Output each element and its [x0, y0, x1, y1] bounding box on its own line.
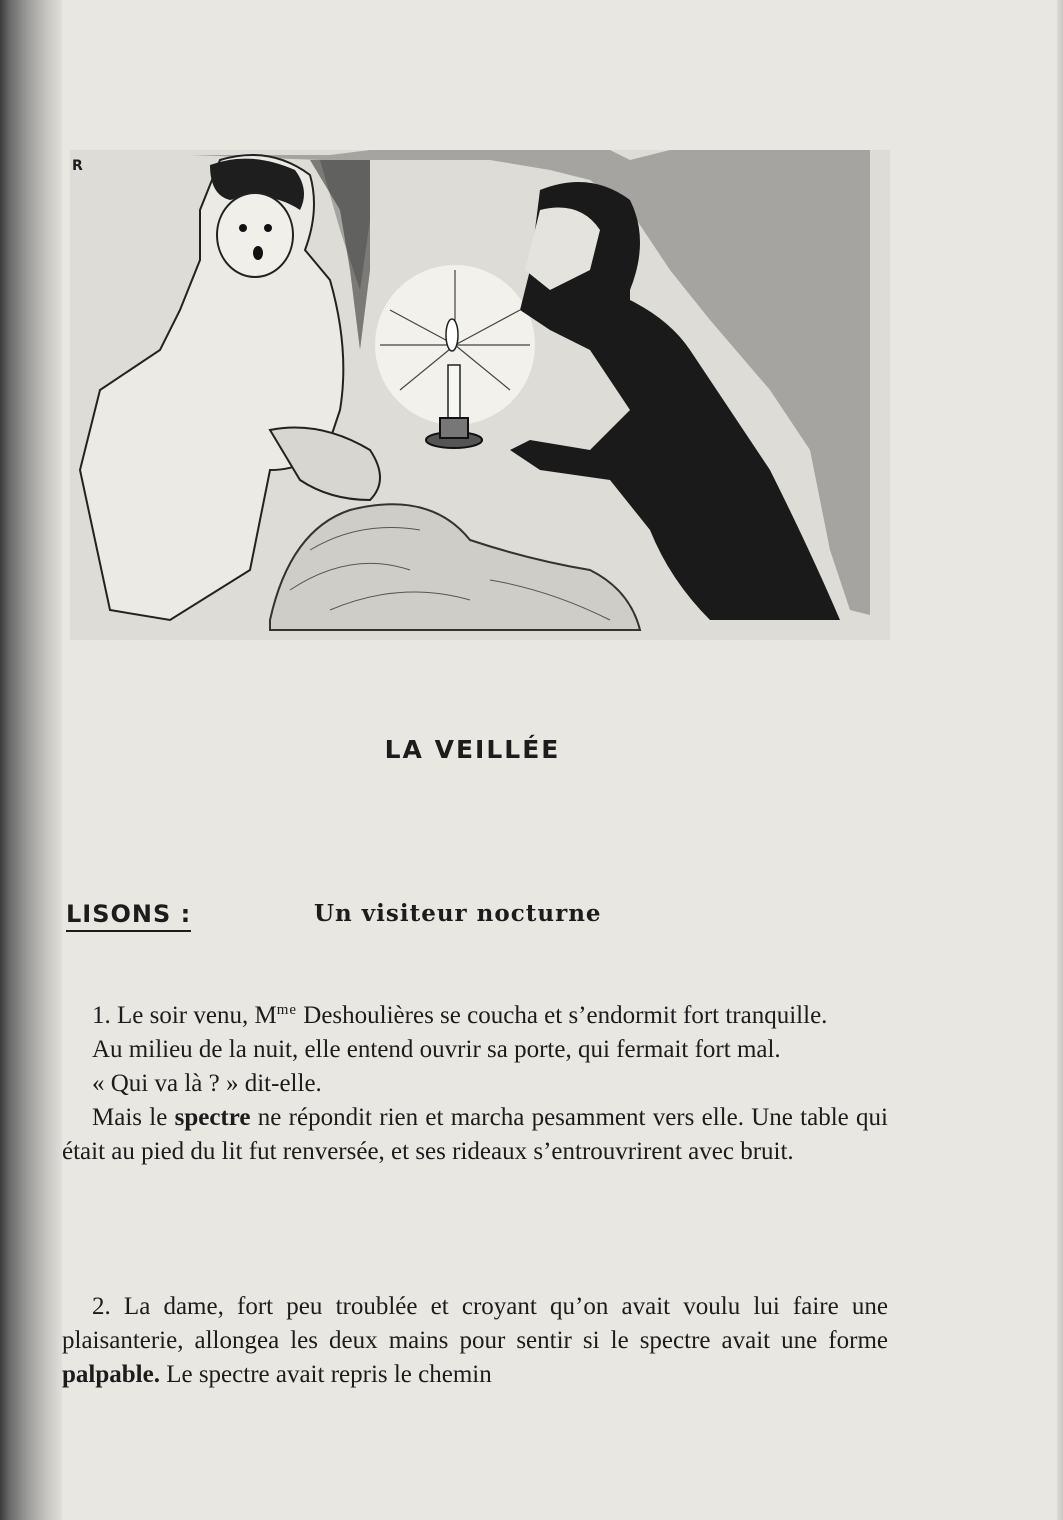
chapter-title: LA VEILLÉE [384, 735, 561, 764]
keyword-spectre: spectre [174, 1104, 251, 1131]
paragraph-1 [62, 993, 888, 1169]
story-title: Un visiteur nocturne [314, 900, 602, 927]
paragraph-1-line-1: 1. Le soir venu, $M^{me}$ Deshoulières se coucha et s’endormit fort tranquille. [92, 1002, 828, 1029]
paragraph-1-line-4: Mais le spectre ne répondit rien et marcha pesamment vers elle. Une table qui était au pied du lit fut renversée, et ses rideaux s’entrouvrirent avec bruit. [62, 1104, 888, 1165]
illustration-woman-with-candle-icon [70, 150, 890, 640]
page-edge [1057, 0, 1063, 1520]
illustration [70, 150, 890, 640]
paragraph-1-line-3: « Qui va là ? » dit-elle. [92, 1070, 322, 1097]
paragraph-1-line-2: Au milieu de la nuit, elle entend ouvrir sa porte, qui fermait fort mal. [92, 1036, 781, 1063]
paragraph-2-line-1: 2. La dame, fort peu troublée et croyant qu’on avait voulu lui faire une plaisanterie, allongea les deux mains pour sentir si le spectre avait une forme palpable. Le spectre avait repris le chemin [62, 1293, 888, 1388]
paragraph-2 [62, 1290, 888, 1392]
illustrator-signature: R [72, 158, 83, 174]
keyword-palpable: palpable. [62, 1361, 160, 1388]
section-label: LISONS : [66, 900, 191, 932]
